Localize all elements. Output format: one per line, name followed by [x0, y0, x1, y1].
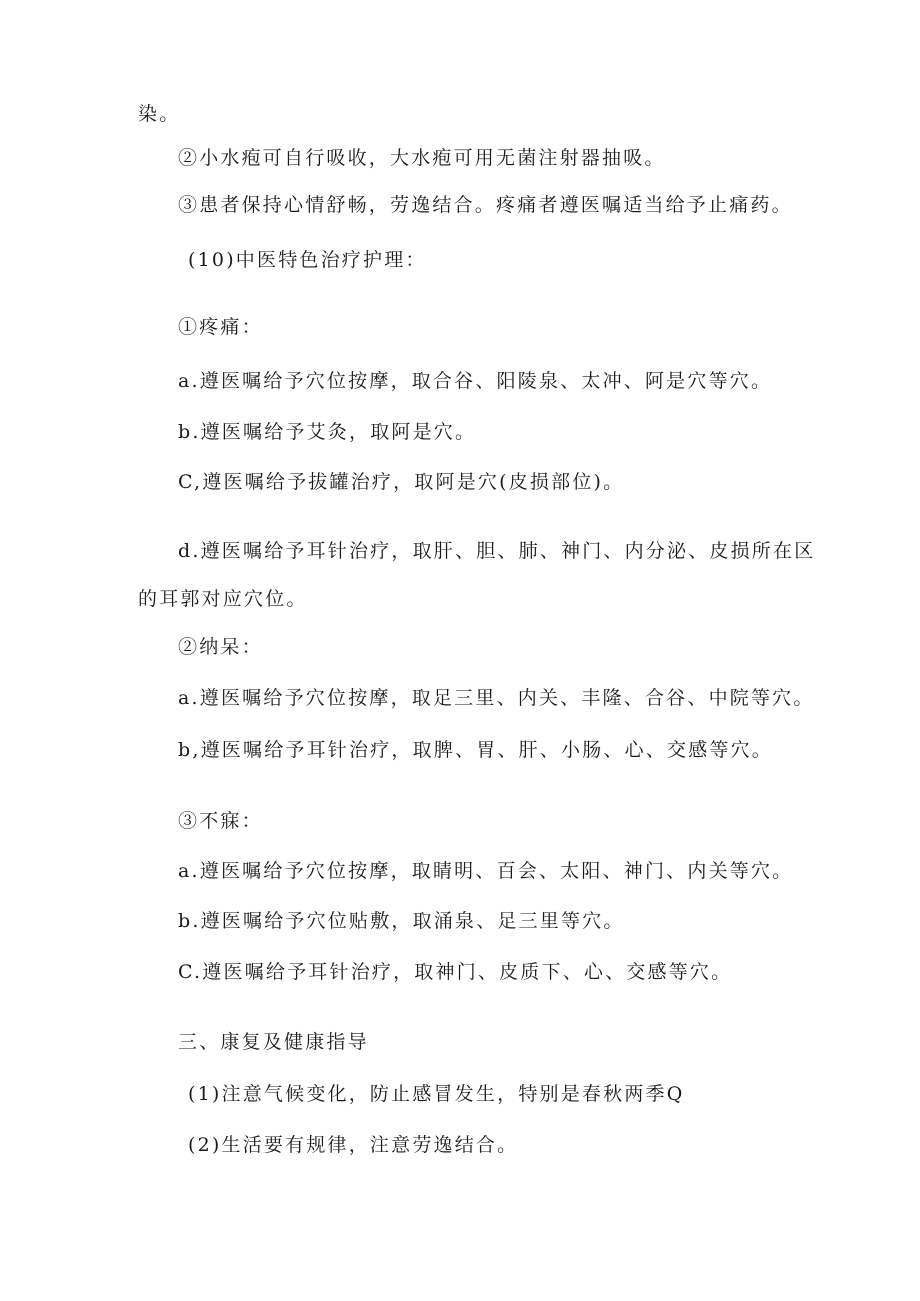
subsection-heading: ③不寐： — [178, 810, 263, 832]
text-line: 染。 — [138, 103, 181, 125]
text-line: ②小水疱可自行吸收，大水疱可用无菌注射器抽吸。 — [178, 147, 666, 169]
subsection-heading: ①疼痛： — [178, 316, 263, 338]
text-line: a.遵医嘱给予穴位按摩，取合谷、阳陵泉、太冲、阿是穴等穴。 — [178, 370, 773, 392]
text-line: C,遵医嘱给予拔罐治疗，取阿是穴(皮损部位)。 — [178, 471, 625, 493]
text-line: b.遵医嘱给予穴位贴敷，取涌泉、足三里等穴。 — [178, 910, 625, 932]
section-heading: 三、康复及健康指导 — [178, 1031, 369, 1053]
section-heading: (10)中医特色治疗护理： — [188, 249, 427, 271]
text-line: a.遵医嘱给予穴位按摩，取足三里、内关、丰隆、合谷、中院等穴。 — [178, 687, 815, 709]
text-line: 的耳郭对应穴位。 — [138, 588, 308, 610]
text-line: d.遵医嘱给予耳针治疗，取肝、胆、肺、神门、内分泌、皮损所在区 — [178, 540, 816, 562]
text-line: C.遵医嘱给予耳针治疗，取神门、皮质下、心、交感等穴。 — [178, 961, 733, 983]
text-line: b,遵医嘱给予耳针治疗，取脾、胃、肝、小肠、心、交感等穴。 — [178, 739, 774, 761]
text-line: b.遵医嘱给予艾灸，取阿是穴。 — [178, 421, 477, 443]
text-line: a.遵医嘱给予穴位按摩，取睛明、百会、太阳、神门、内关等穴。 — [178, 860, 794, 882]
text-line: (2)生活要有规律，注意劳逸结合。 — [188, 1134, 519, 1156]
subsection-heading: ②纳呆： — [178, 636, 263, 658]
text-line: (1)注意气候变化，防止感冒发生，特别是春秋两季Q — [188, 1083, 685, 1105]
text-line: ③患者保持心情舒畅，劳逸结合。疼痛者遵医嘱适当给予止痛药。 — [178, 194, 793, 216]
